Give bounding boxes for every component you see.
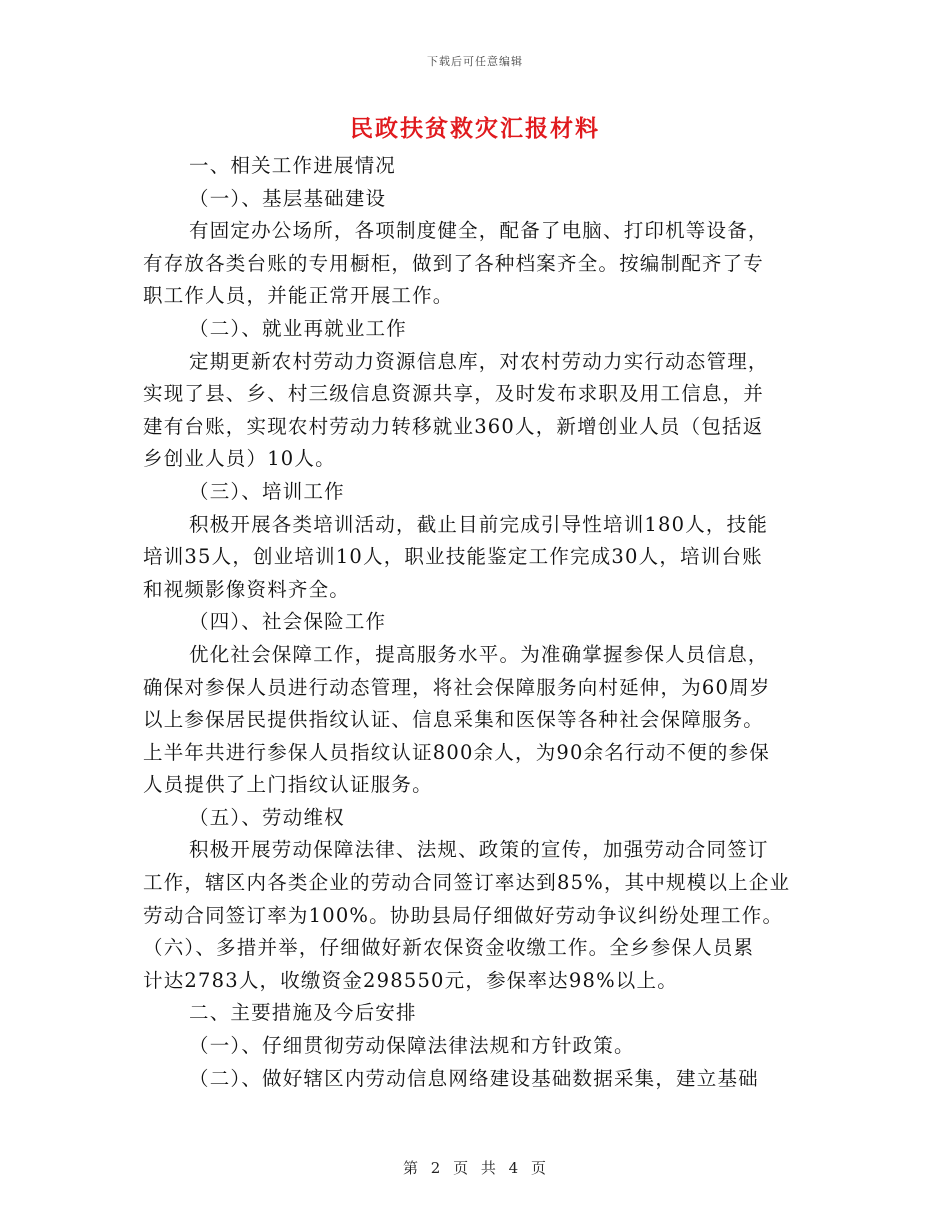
page-number-footer: 第 2 页 共 4 页 xyxy=(403,1159,547,1177)
text-line: 确保对参保人员进行动态管理，将社会保障服务向村延伸，为60周岁 xyxy=(143,675,771,699)
text-line: （六）、多措并举，仔细做好新农保资金收缴工作。全乡参保人员累 xyxy=(143,936,755,960)
text-line: 乡创业人员）10人。 xyxy=(143,447,336,471)
text-line: 定期更新农村劳动力资源信息库，对农村劳动力实行动态管理， xyxy=(189,349,769,373)
text-line: 优化社会保障工作，提高服务水平。为准确掌握参保人员信息， xyxy=(189,642,769,666)
text-line: 上半年共进行参保人员指纹认证800余人，为90余名行动不便的参保 xyxy=(143,740,770,764)
text-line: 工作，辖区内各类企业的劳动合同签订率达到85%，其中规模以上企业 xyxy=(143,871,791,895)
text-line: （二）、就业再就业工作 xyxy=(189,316,407,340)
text-line: 有固定办公场所，各项制度健全，配备了电脑、打印机等设备， xyxy=(189,219,769,243)
text-line: （二）、做好辖区内劳动信息网络建设基础数据采集，建立基础 xyxy=(189,1066,759,1090)
text-line: 实现了县、乡、村三级信息资源共享，及时发布求职及用工信息，并 xyxy=(143,382,765,406)
text-line: （一）、仔细贯彻劳动保障法律法规和方针政策。 xyxy=(189,1034,635,1058)
text-line: 职工作人员，并能正常开展工作。 xyxy=(143,284,454,308)
text-line: 一、相关工作进展情况 xyxy=(189,154,397,177)
text-line: 积极开展劳动保障法律、法规、政策的宣传，加强劳动合同签订 xyxy=(189,838,769,862)
text-line: 培训35人，创业培训10人，职业技能鉴定工作完成30人，培训台账 xyxy=(143,545,763,569)
text-line: （三）、培训工作 xyxy=(189,479,345,503)
text-line: 二、主要措施及今后安排 xyxy=(189,1001,417,1025)
text-line: 计达2783人，收缴资金298550元，参保率达98%以上。 xyxy=(143,968,678,992)
text-line: （一）、基层基础建设 xyxy=(189,186,387,210)
text-line: （五）、劳动维权 xyxy=(189,805,345,829)
document-title: 民政扶贫救灾汇报材料 xyxy=(350,115,600,142)
text-line: 和视频影像资料齐全。 xyxy=(143,577,351,601)
text-line: 积极开展各类培训活动，截止目前完成引导性培训180人，技能 xyxy=(189,512,769,536)
text-line: 建有台账，实现农村劳动力转移就业360人，新增创业人员（包括返 xyxy=(143,414,764,438)
text-line: （四）、社会保险工作 xyxy=(189,610,387,634)
text-line: 有存放各类台账的专用橱柜，做到了各种档案齐全。按编制配齐了专 xyxy=(143,251,765,275)
text-line: 以上参保居民提供指纹认证、信息采集和医保等各种社会保障服务。 xyxy=(143,708,765,732)
text-line: 劳动合同签订率为100%。协助县局仔细做好劳动争议纠纷处理工作。 xyxy=(143,903,784,927)
header-note: 下载后可任意编辑 xyxy=(427,55,523,68)
document-body xyxy=(143,150,808,1095)
text-line: 人员提供了上门指纹认证服务。 xyxy=(143,773,433,797)
